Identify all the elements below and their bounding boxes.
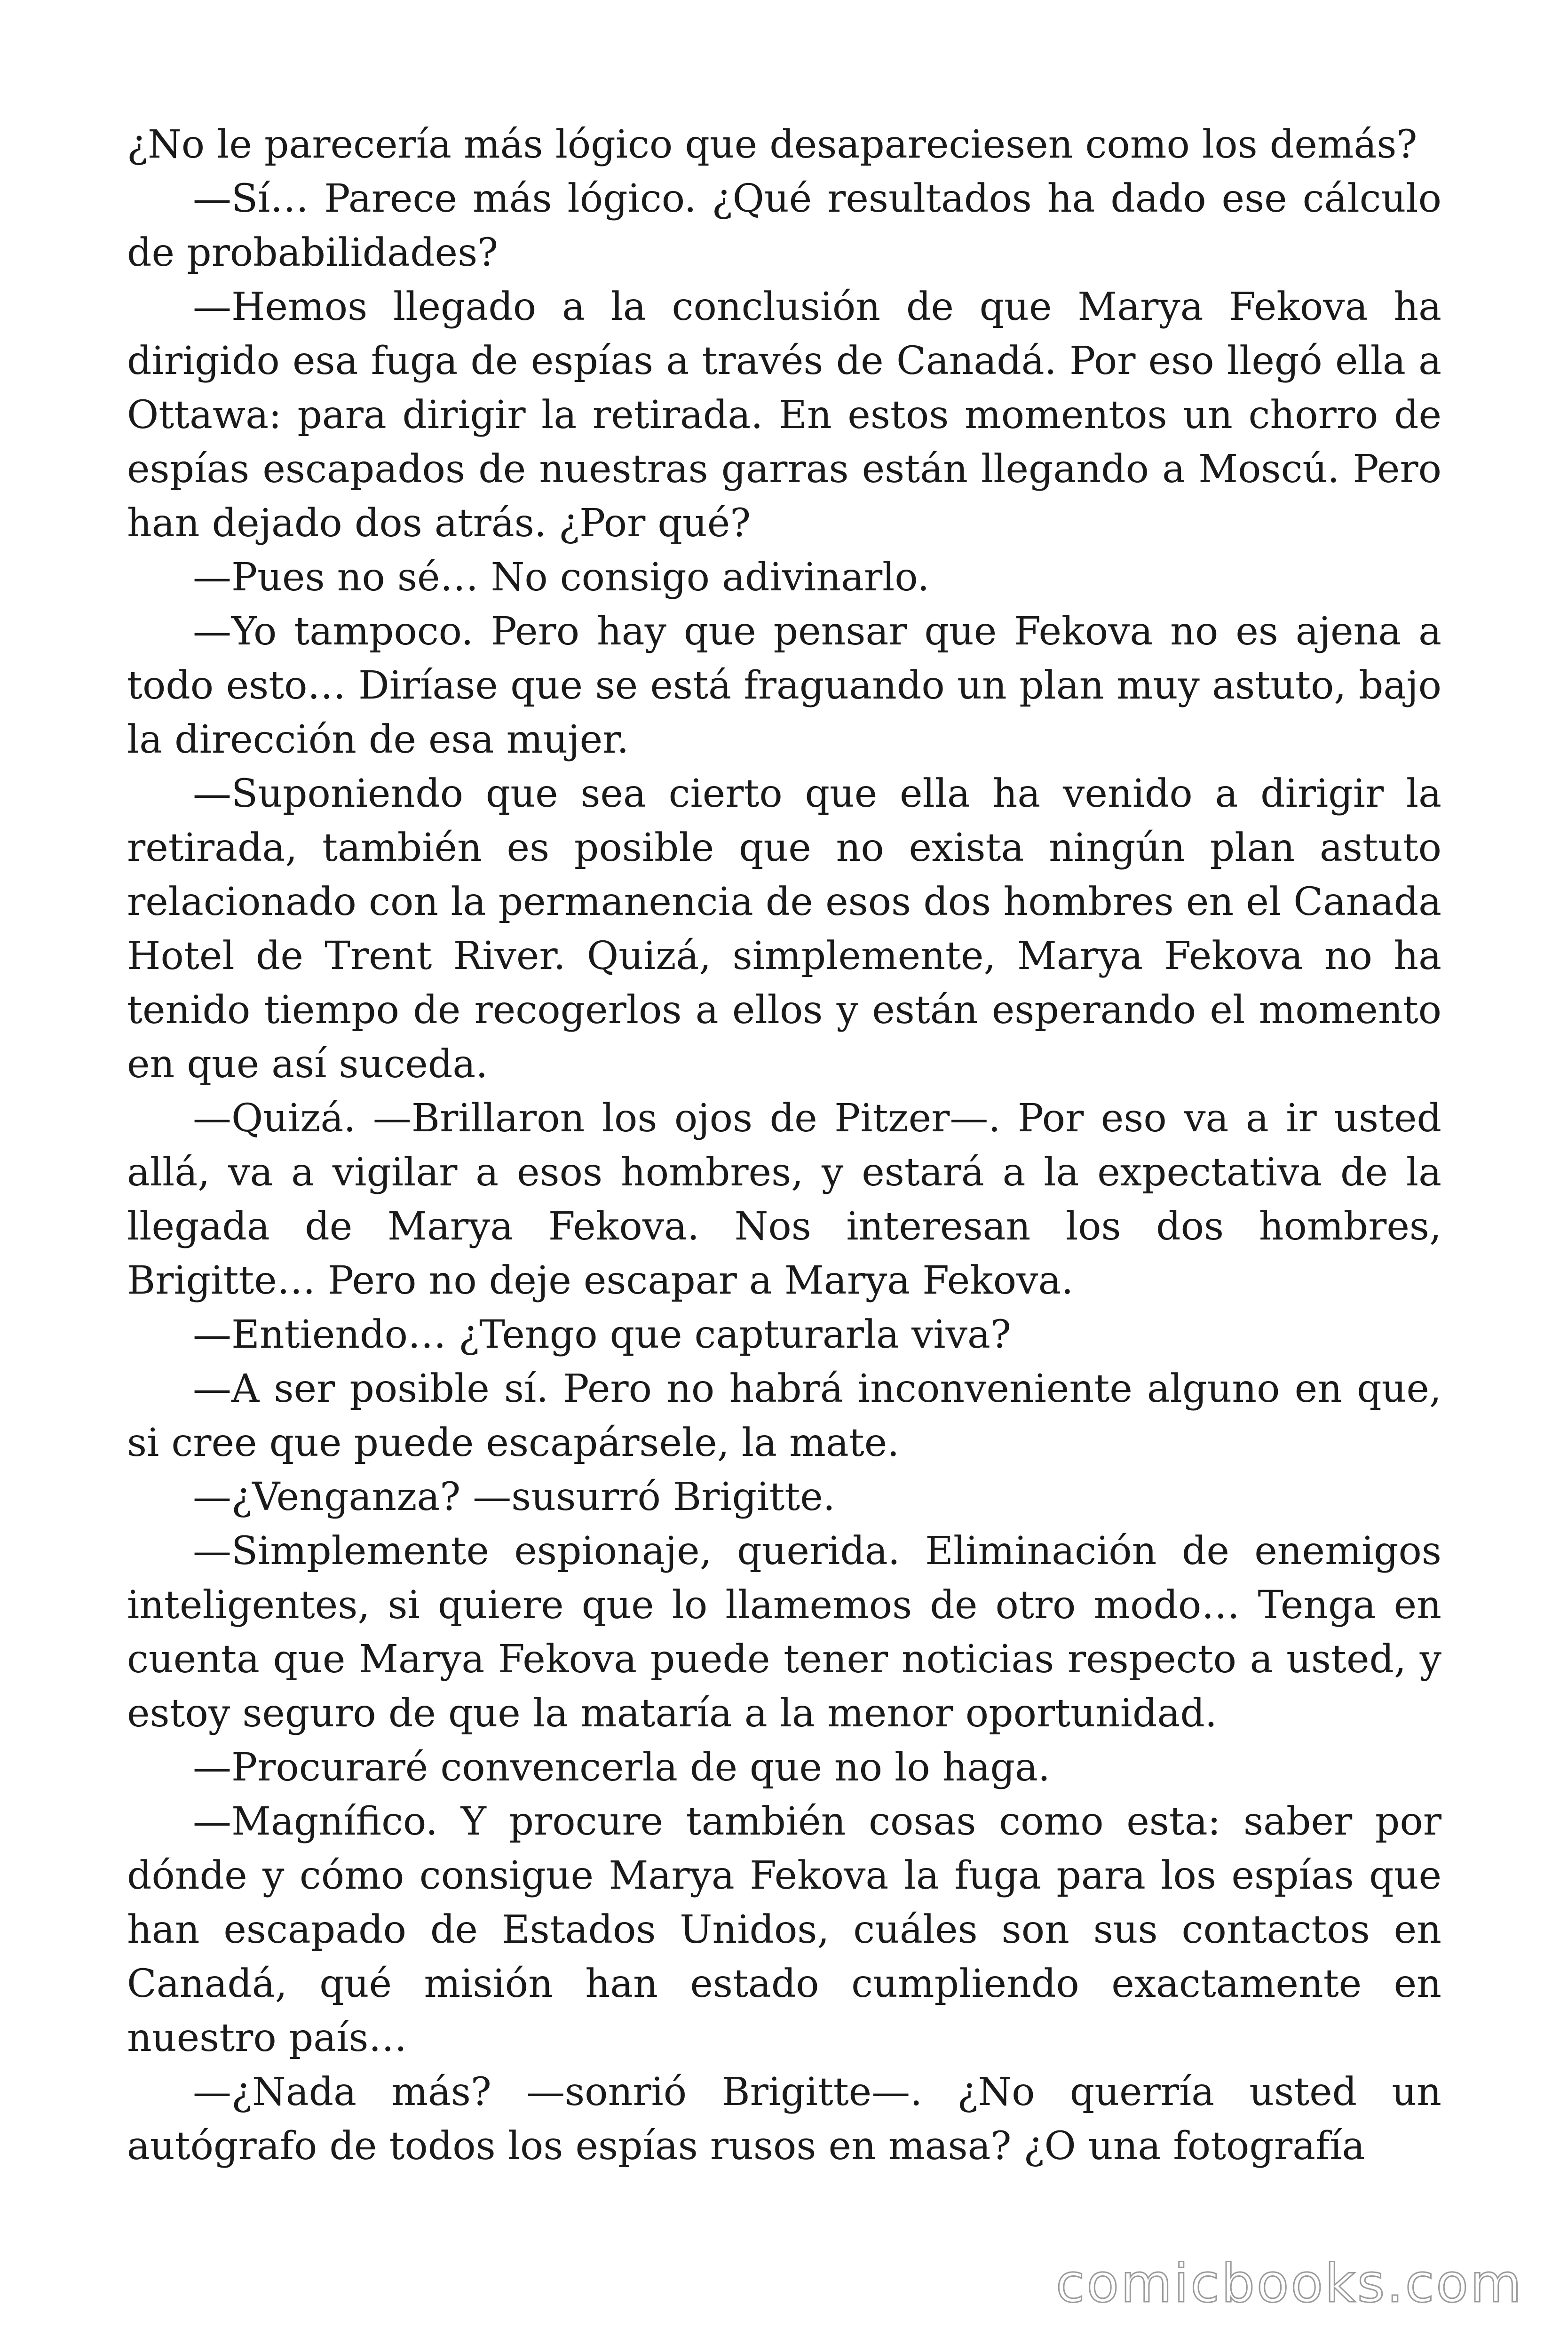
paragraph: —Sí… Parece más lógico. ¿Qué resultados ha dado ese cálculo de probabilidades? — [127, 176, 1441, 275]
paragraph-continuation: ¿No le parecería más lógico que desapareciesen como los demás? — [127, 122, 1418, 167]
paragraph: —Simplemente espionaje, querida. Eliminación de enemigos inteligentes, si quiere que lo llamemos de otro modo… Tenga en cuenta que Marya Fekova puede tener noticias respecto a usted, y estoy seguro de que la mataría a la menor oportunidad. — [127, 1529, 1441, 1736]
paragraph: —Yo tampoco. Pero hay que pensar que Fekova no es ajena a todo esto… Diríase que se está fraguando un plan muy astuto, bajo la dirección de esa mujer. — [127, 609, 1441, 762]
paragraph: —Hemos llegado a la conclusión de que Marya Fekova ha dirigido esa fuga de espías a través de Canadá. Por eso llegó ella a Ottawa: para dirigir la retirada. En estos momentos un chorro de espías escapados de nuestras garras están llegando a Moscú. Pero han dejado dos atrás. ¿Por qué? — [127, 285, 1441, 546]
paragraph: —Pues no sé… No consigo adivinarlo. — [193, 555, 930, 600]
paragraph: —A ser posible sí. Pero no habrá inconveniente alguno en que, si cree que puede escapársele, la mate. — [127, 1367, 1441, 1465]
paragraph: —Procuraré convencerla de que no lo haga. — [193, 1745, 1050, 1790]
paragraph: —Suponiendo que sea cierto que ella ha venido a dirigir la retirada, también es posible que no exista ningún plan astuto relacionado con la permanencia de esos dos hombres en el Canada Hotel de Trent River. Quizá, simplemente, Marya Fekova no ha tenido tiempo de recogerlos a ellos y están esperando el momento en que así suceda. — [127, 771, 1441, 1087]
paragraph-last: —¿Nada más? —sonrió Brigitte—. ¿No querría usted un autógrafo de todos los espías rusos en masa? ¿O una fotografía — [127, 2070, 1441, 2169]
body-text — [127, 118, 1441, 2173]
watermark-logo: comicbooks.com — [1055, 2253, 1523, 2314]
paragraph: —Magnífico. Y procure también cosas como esta: saber por dónde y cómo consigue Marya Fekova la fuga para los espías que han escapado de Estados Unidos, cuáles son sus contactos en Canadá, qué misión han estado cumpliendo exactamente en nuestro país… — [127, 1799, 1441, 2060]
paragraph: —Entiendo… ¿Tengo que capturarla viva? — [193, 1312, 1011, 1357]
paragraph: —Quizá. —Brillaron los ojos de Pitzer—. Por eso va a ir usted allá, va a vigilar a esos hombres, y estará a la expectativa de la llegada de Marya Fekova. Nos interesan los dos hombres, Brigitte… Pero no deje escapar a Marya Fekova. — [127, 1096, 1441, 1303]
paragraph: —¿Venganza? —susurró Brigitte. — [193, 1475, 835, 1519]
